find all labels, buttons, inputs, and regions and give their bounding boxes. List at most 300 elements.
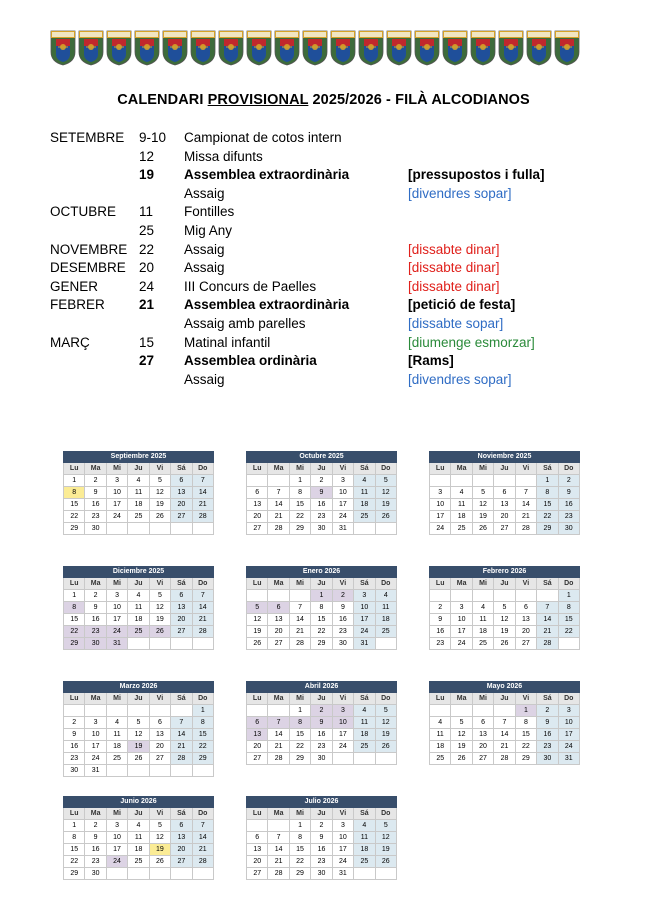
day-cell: 22 [290, 741, 311, 753]
day-cell: 30 [559, 523, 580, 535]
day-cell: 8 [516, 717, 537, 729]
weekday-header: Sá [171, 463, 192, 475]
day-cell: 17 [107, 844, 128, 856]
agenda-day: 24 [139, 278, 155, 294]
weekday-header: Sá [354, 693, 375, 705]
agenda-month: NOVEMBRE [50, 241, 128, 257]
weekday-header: Do [193, 463, 214, 475]
empty-cell [128, 638, 149, 650]
empty-cell [107, 868, 128, 880]
weekday-header: Do [193, 808, 214, 820]
month-calendar [63, 796, 214, 880]
day-cell: 1 [290, 475, 311, 487]
day-cell: 15 [290, 499, 311, 511]
day-cell: 9 [333, 602, 354, 614]
weekday-header: Vi [516, 463, 537, 475]
agenda-note: [dissabte sopar] [408, 315, 504, 331]
day-cell: 11 [354, 717, 375, 729]
weekday-header: Ma [268, 578, 289, 590]
day-cell: 10 [333, 832, 354, 844]
day-cell: 21 [171, 741, 192, 753]
weekday-header: Sá [354, 463, 375, 475]
day-cell: 20 [247, 741, 268, 753]
agenda-note: [dissabte dinar] [408, 278, 500, 294]
day-cell: 12 [128, 729, 149, 741]
weekday-header: Mi [290, 693, 311, 705]
day-cell: 16 [537, 729, 558, 741]
day-cell: 22 [290, 856, 311, 868]
empty-cell [150, 705, 171, 717]
weekday-header: Vi [333, 693, 354, 705]
month-title: Julio 2026 [246, 796, 397, 808]
day-cell: 27 [247, 753, 268, 765]
day-cell: 5 [376, 820, 397, 832]
weekday-header: Sá [354, 578, 375, 590]
day-cell: 17 [107, 614, 128, 626]
weekday-header: Ju [128, 578, 149, 590]
day-cell: 13 [171, 487, 192, 499]
weekday-header: Vi [150, 808, 171, 820]
weekday-header: Ju [494, 578, 515, 590]
day-cell: 7 [516, 487, 537, 499]
empty-cell [171, 765, 192, 777]
day-cell: 8 [290, 487, 311, 499]
day-cell: 29 [193, 753, 214, 765]
day-cell: 18 [354, 844, 375, 856]
day-cell: 4 [128, 820, 149, 832]
weekday-header: Ma [85, 808, 106, 820]
day-cell: 16 [333, 614, 354, 626]
empty-cell [128, 523, 149, 535]
day-cell: 28 [171, 753, 192, 765]
agenda-month: SETEMBRE [50, 130, 125, 145]
day-cell: 9 [430, 614, 451, 626]
day-cell: 3 [559, 705, 580, 717]
day-cell: 23 [559, 511, 580, 523]
day-cell: 18 [128, 499, 149, 511]
day-cell: 17 [354, 614, 375, 626]
day-cell: 14 [516, 499, 537, 511]
day-cell: 12 [376, 487, 397, 499]
day-cell: 27 [473, 753, 494, 765]
day-cell: 31 [85, 765, 106, 777]
day-cell: 14 [193, 487, 214, 499]
weekday-header: Lu [430, 693, 451, 705]
empty-cell [268, 705, 289, 717]
day-cell: 12 [451, 729, 472, 741]
agenda-day: 22 [139, 241, 155, 257]
day-cell: 20 [516, 626, 537, 638]
weekday-header: Sá [537, 693, 558, 705]
empty-cell [247, 820, 268, 832]
weekday-header: Sá [171, 808, 192, 820]
empty-cell [171, 523, 192, 535]
weekday-header: Do [193, 693, 214, 705]
day-cell: 17 [559, 729, 580, 741]
day-cell: 19 [376, 844, 397, 856]
day-cell: 5 [451, 717, 472, 729]
day-cell: 23 [430, 638, 451, 650]
day-cell: 24 [559, 741, 580, 753]
weekday-header: Ma [85, 578, 106, 590]
weekday-header: Ma [451, 693, 472, 705]
day-cell: 20 [171, 844, 192, 856]
weekday-header: Vi [150, 463, 171, 475]
day-cell: 20 [247, 856, 268, 868]
day-cell: 27 [150, 753, 171, 765]
day-cell: 27 [247, 523, 268, 535]
day-cell: 6 [171, 820, 192, 832]
day-cell: 5 [150, 590, 171, 602]
day-cell: 31 [333, 523, 354, 535]
day-cell: 28 [193, 511, 214, 523]
day-cell: 11 [430, 729, 451, 741]
empty-cell [516, 590, 537, 602]
day-cell: 6 [171, 475, 192, 487]
day-cell: 1 [311, 590, 332, 602]
day-cell: 9 [311, 717, 332, 729]
month-title: Enero 2026 [246, 566, 397, 578]
empty-cell [107, 705, 128, 717]
day-cell: 4 [354, 820, 375, 832]
day-cell: 21 [268, 741, 289, 753]
day-cell: 5 [473, 487, 494, 499]
day-cell: 17 [107, 499, 128, 511]
day-cell: 25 [376, 626, 397, 638]
weekday-header: Mi [473, 693, 494, 705]
day-cell: 30 [85, 638, 106, 650]
weekday-header: Ju [494, 463, 515, 475]
day-cell: 25 [128, 626, 149, 638]
day-cell: 5 [150, 475, 171, 487]
day-cell: 9 [311, 832, 332, 844]
month-calendar [246, 796, 397, 880]
day-cell: 25 [354, 511, 375, 523]
day-cell: 7 [268, 717, 289, 729]
day-cell: 16 [64, 741, 85, 753]
day-cell: 14 [268, 499, 289, 511]
weekday-header: Lu [247, 463, 268, 475]
day-cell: 2 [537, 705, 558, 717]
day-cell: 3 [451, 602, 472, 614]
agenda-event: Assaig amb parelles [184, 315, 306, 331]
day-cell: 12 [150, 602, 171, 614]
day-cell: 5 [128, 717, 149, 729]
day-cell: 21 [516, 511, 537, 523]
weekday-header: Mi [473, 578, 494, 590]
day-cell: 7 [290, 602, 311, 614]
day-cell: 3 [430, 487, 451, 499]
weekday-header: Mi [107, 693, 128, 705]
day-cell: 26 [376, 856, 397, 868]
day-cell: 13 [473, 729, 494, 741]
day-cell: 26 [376, 511, 397, 523]
day-cell: 4 [473, 602, 494, 614]
empty-cell [376, 638, 397, 650]
weekday-header: Ju [311, 463, 332, 475]
day-cell: 16 [559, 499, 580, 511]
day-cell: 6 [150, 717, 171, 729]
month-title: Junio 2026 [63, 796, 214, 808]
weekday-header: Ma [268, 693, 289, 705]
day-cell: 15 [311, 614, 332, 626]
day-cell: 2 [311, 475, 332, 487]
day-cell: 19 [128, 741, 149, 753]
weekday-header: Ju [311, 693, 332, 705]
day-cell: 2 [85, 820, 106, 832]
empty-cell [193, 523, 214, 535]
weekday-header: Ma [85, 693, 106, 705]
weekday-header: Do [376, 463, 397, 475]
empty-cell [150, 765, 171, 777]
weekday-header: Mi [290, 578, 311, 590]
day-cell: 31 [559, 753, 580, 765]
weekday-header: Vi [516, 578, 537, 590]
day-cell: 22 [64, 626, 85, 638]
agenda-event: Assaig [184, 260, 225, 276]
weekday-header: Do [193, 578, 214, 590]
day-cell: 6 [247, 717, 268, 729]
day-cell: 1 [559, 590, 580, 602]
day-cell: 21 [268, 856, 289, 868]
agenda-day: 19 [139, 167, 155, 183]
day-cell: 21 [193, 614, 214, 626]
weekday-header: Ma [85, 463, 106, 475]
day-cell: 14 [193, 832, 214, 844]
day-cell: 26 [473, 523, 494, 535]
day-cell: 4 [376, 590, 397, 602]
day-cell: 23 [311, 511, 332, 523]
agenda-event: Assaig [184, 185, 225, 201]
agenda-note: [dissabte dinar] [408, 260, 500, 276]
day-cell: 18 [128, 614, 149, 626]
day-cell: 7 [193, 475, 214, 487]
weekday-header: Sá [537, 578, 558, 590]
day-cell: 2 [85, 590, 106, 602]
day-cell: 29 [290, 753, 311, 765]
day-cell: 25 [430, 753, 451, 765]
empty-cell [494, 590, 515, 602]
day-cell: 26 [376, 741, 397, 753]
day-cell: 2 [311, 705, 332, 717]
day-cell: 19 [376, 729, 397, 741]
agenda-event: Assemblea extraordinària [184, 297, 350, 313]
day-cell: 2 [430, 602, 451, 614]
empty-cell [64, 705, 85, 717]
page-title: CALENDARI PROVISIONAL 2025/2026 - FILÀ ALCODIANOS [117, 92, 530, 108]
day-cell: 15 [64, 499, 85, 511]
empty-cell [107, 523, 128, 535]
day-cell: 19 [150, 499, 171, 511]
day-cell: 10 [333, 487, 354, 499]
day-cell: 16 [311, 499, 332, 511]
day-cell: 11 [107, 729, 128, 741]
day-cell: 8 [290, 832, 311, 844]
agenda-event: III Concurs de Paelles [184, 278, 317, 294]
day-cell: 18 [430, 741, 451, 753]
day-cell: 25 [354, 741, 375, 753]
agenda-day: 27 [139, 353, 155, 369]
day-cell: 7 [494, 717, 515, 729]
day-cell: 10 [107, 602, 128, 614]
empty-cell [268, 590, 289, 602]
month-calendar [429, 681, 580, 765]
weekday-header: Mi [107, 808, 128, 820]
day-cell: 15 [64, 844, 85, 856]
day-cell: 16 [311, 844, 332, 856]
weekday-header: Sá [171, 578, 192, 590]
weekday-header: Vi [150, 693, 171, 705]
empty-cell [128, 765, 149, 777]
day-cell: 24 [430, 523, 451, 535]
day-cell: 16 [85, 844, 106, 856]
day-cell: 14 [171, 729, 192, 741]
day-cell: 19 [451, 741, 472, 753]
day-cell: 31 [107, 638, 128, 650]
empty-cell [290, 590, 311, 602]
day-cell: 23 [85, 626, 106, 638]
day-cell: 27 [171, 511, 192, 523]
month-calendar [246, 566, 397, 650]
agenda-note: [diumenge esmorzar] [408, 334, 535, 350]
day-cell: 29 [64, 638, 85, 650]
day-cell: 5 [150, 820, 171, 832]
day-cell: 15 [290, 844, 311, 856]
day-cell: 8 [193, 717, 214, 729]
agenda-event: Assemblea extraordinària [184, 167, 350, 183]
weekday-header: Lu [64, 578, 85, 590]
weekday-header: Lu [64, 463, 85, 475]
day-cell: 9 [85, 832, 106, 844]
empty-cell [193, 868, 214, 880]
day-cell: 24 [354, 626, 375, 638]
weekday-header: Vi [333, 578, 354, 590]
day-cell: 11 [451, 499, 472, 511]
day-cell: 22 [537, 511, 558, 523]
day-cell: 1 [64, 590, 85, 602]
day-cell: 8 [64, 832, 85, 844]
day-cell: 12 [376, 832, 397, 844]
agenda-event: Assemblea ordinària [184, 353, 317, 369]
day-cell: 9 [85, 487, 106, 499]
empty-cell [150, 638, 171, 650]
day-cell: 4 [128, 475, 149, 487]
day-cell: 11 [128, 602, 149, 614]
day-cell: 8 [537, 487, 558, 499]
day-cell: 20 [473, 741, 494, 753]
agenda-day: 12 [139, 148, 155, 164]
weekday-header: Ma [268, 808, 289, 820]
empty-cell [430, 590, 451, 602]
empty-cell [473, 475, 494, 487]
day-cell: 22 [64, 511, 85, 523]
weekday-header: Vi [333, 808, 354, 820]
day-cell: 19 [150, 614, 171, 626]
day-cell: 29 [537, 523, 558, 535]
day-cell: 2 [559, 475, 580, 487]
weekday-header: Do [376, 578, 397, 590]
agenda-month: OCTUBRE [50, 204, 117, 220]
weekday-header: Lu [247, 808, 268, 820]
day-cell: 14 [494, 729, 515, 741]
weekday-header: Mi [290, 808, 311, 820]
day-cell: 8 [311, 602, 332, 614]
day-cell: 16 [311, 729, 332, 741]
weekday-header: Ju [311, 578, 332, 590]
day-cell: 3 [333, 705, 354, 717]
day-cell: 22 [290, 511, 311, 523]
day-cell: 6 [171, 590, 192, 602]
day-cell: 22 [311, 626, 332, 638]
day-cell: 13 [247, 844, 268, 856]
day-cell: 15 [64, 614, 85, 626]
weekday-header: Do [376, 693, 397, 705]
empty-cell [473, 590, 494, 602]
empty-cell [333, 753, 354, 765]
day-cell: 27 [171, 626, 192, 638]
month-title: Noviembre 2025 [429, 451, 580, 463]
day-cell: 12 [150, 832, 171, 844]
day-cell: 26 [128, 753, 149, 765]
day-cell: 2 [64, 717, 85, 729]
empty-cell [193, 765, 214, 777]
day-cell: 27 [516, 638, 537, 650]
day-cell: 10 [107, 832, 128, 844]
empty-cell [171, 705, 192, 717]
day-cell: 3 [107, 590, 128, 602]
day-cell: 1 [290, 820, 311, 832]
day-cell: 8 [290, 717, 311, 729]
day-cell: 14 [193, 602, 214, 614]
day-cell: 9 [85, 602, 106, 614]
day-cell: 4 [107, 717, 128, 729]
weekday-header: Do [376, 808, 397, 820]
day-cell: 4 [128, 590, 149, 602]
day-cell: 28 [268, 753, 289, 765]
day-cell: 20 [494, 511, 515, 523]
day-cell: 28 [193, 626, 214, 638]
day-cell: 23 [85, 511, 106, 523]
day-cell: 13 [494, 499, 515, 511]
day-cell: 24 [107, 856, 128, 868]
month-title: Mayo 2026 [429, 681, 580, 693]
day-cell: 19 [473, 511, 494, 523]
empty-cell [128, 868, 149, 880]
empty-cell [376, 523, 397, 535]
agenda-month: MARÇ [50, 334, 90, 350]
weekday-header: Mi [473, 463, 494, 475]
day-cell: 31 [354, 638, 375, 650]
day-cell: 13 [150, 729, 171, 741]
empty-cell [451, 705, 472, 717]
agenda-event: Missa difunts [184, 148, 263, 164]
weekday-header: Vi [333, 463, 354, 475]
day-cell: 7 [537, 602, 558, 614]
weekday-header: Do [559, 693, 580, 705]
day-cell: 7 [268, 832, 289, 844]
day-cell: 29 [290, 523, 311, 535]
day-cell: 9 [64, 729, 85, 741]
day-cell: 18 [376, 614, 397, 626]
day-cell: 18 [354, 729, 375, 741]
day-cell: 23 [85, 856, 106, 868]
day-cell: 28 [537, 638, 558, 650]
day-cell: 18 [107, 741, 128, 753]
day-cell: 12 [494, 614, 515, 626]
weekday-header: Mi [107, 463, 128, 475]
day-cell: 2 [311, 820, 332, 832]
day-cell: 24 [107, 511, 128, 523]
